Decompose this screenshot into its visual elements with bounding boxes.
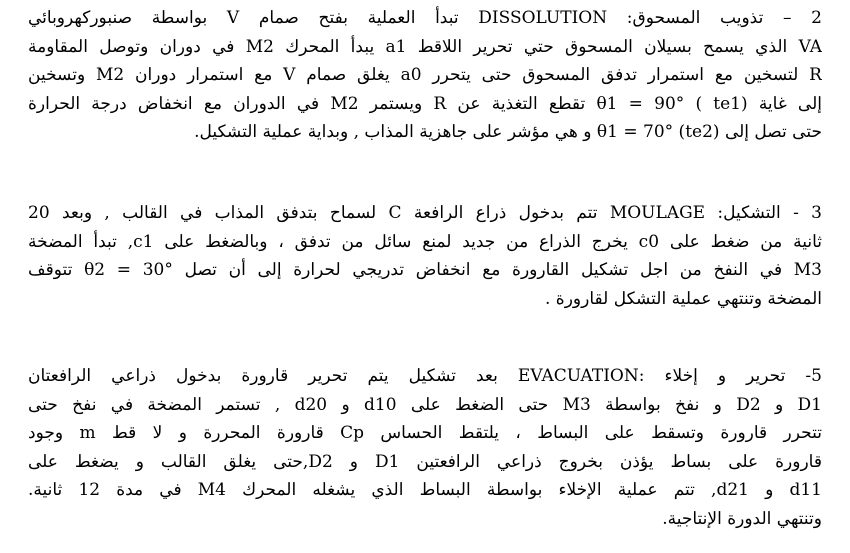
paragraph-line: 5- تحرير و إخلاء :EVACUATION بعد تشكيل يتم تحرير قارورة بدخول ذراعي الرافعتان [28, 366, 822, 386]
paragraph-line: 2 – تذويب المسحوق: DISSOLUTION تبدأ العملية بفتح صمام V بواسطة صنبوركهروبائي [28, 8, 822, 28]
paragraph-line: d11 و d21, تتم عملية الإخلاء بواسطة البساط الذي يشغله المحرك M4 في مدة 12 ثانية. [28, 480, 822, 500]
paragraph-line: قارورة على بساط يؤذن بخروج ذراعي الرافعتين D1 و D2,حتى يغلق القالب و يضغط على [28, 451, 822, 472]
paragraph-line: وتنتهي الدورة الإنتاجية. [662, 508, 822, 529]
paragraph-line: 3 - التشكيل: MOULAGE تتم بدخول ذراع الرافعة C لسماح بتدفق المذاب في القالب , وبعد 20 [28, 203, 822, 223]
paragraph-line: ثانية من ضغط على c0 يخرج الذراع من جديد لمنع سائل من تدفق ، وبالضغط على c1, تبدأ المضخة [28, 231, 822, 252]
section-evacuation [28, 362, 822, 533]
paragraph-line: R لتسخين مع استمرار تدفق المسحوق حتى يتحرر a0 يغلق صمام V مع استمرار دوران M2 وتسخين [28, 65, 822, 85]
paragraph-line: تتحرر قارورة وتسقط على البساط ، يلتقط الحساس Cp قارورة المحررة و لا قط m وجود [28, 423, 822, 443]
section-moulage [28, 199, 822, 313]
paragraph-line: M3 في النفخ من اجل تشكيل القارورة مع انخفاض تدريجي لحرارة إلى أن تصل θ2 = 30° تتوقف [28, 260, 822, 280]
paragraph-line: حتى تصل إلى θ1 = 70° (te2) و هي مؤشر على جاهزية المذاب , وبداية عملية التشكيل. [194, 122, 822, 142]
paragraph-line: D1 و D2 و نفخ بواسطة M3 حتى الضغط على d10 و d20 , تستمر المضخة في نفخ حتى [28, 394, 822, 415]
section-dissolution [28, 4, 822, 147]
paragraph-line: المضخة وتنتهي عملية التشكل لقارورة . [545, 288, 822, 309]
paragraph-line: إلى غاية θ1 = 90° ( te1) تقطع التغذية عن R ويستمر M2 في الدوران مع انخفاض درجة الحرارة [28, 93, 822, 114]
paragraph-line: VA الذي يسمح بسيلان المسحوق حتي تحرير اللاقط a1 يبدأ المحرك M2 في دوران وتوصل المقاومة [28, 36, 822, 57]
